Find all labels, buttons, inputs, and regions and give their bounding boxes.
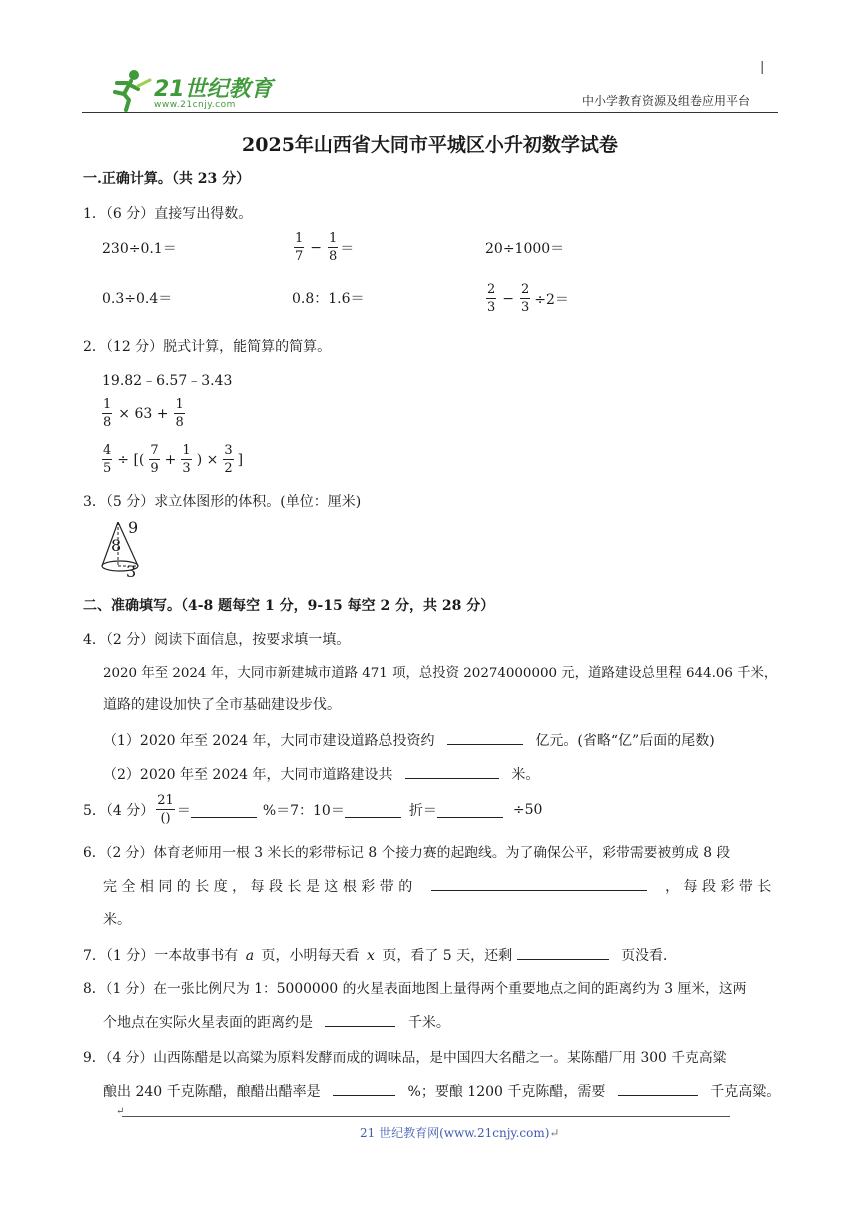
q7-text-b: 页，小明每天看	[261, 948, 360, 964]
platform-name: 中小学教育资源及组卷应用平台	[582, 94, 751, 108]
fraction-denominator: 8	[175, 415, 184, 430]
q5-equals: ＝	[176, 802, 191, 819]
q4-stem: 4．（2 分）阅读下面信息，按要求填一填。	[83, 632, 351, 648]
fraction-numerator: 1	[103, 397, 112, 412]
fraction-numerator: 1	[182, 443, 191, 458]
operator: +	[164, 451, 177, 468]
fraction-numerator: 2	[487, 282, 496, 297]
fraction-numerator: 1	[295, 231, 304, 246]
q6-line2	[103, 875, 771, 896]
fraction-denominator: 8	[329, 249, 338, 264]
q3-stem: 3．（5 分）求立体图形的体积。(单位：厘米)	[83, 494, 362, 510]
q5	[83, 794, 542, 825]
fraction-numerator: 2	[521, 282, 530, 297]
answer-blank[interactable]	[618, 1080, 698, 1096]
q7-text-a: 7．（1 分）一本故事书有	[83, 948, 239, 964]
q4-paragraph-line1: 2020 年至 2024 年，大同市新建城市道路 471 项，总投资 20274000000 元，道路建设总里程 644.06 千米，	[103, 666, 778, 681]
fraction-numerator: 7	[150, 443, 159, 458]
operator: ÷ [(	[117, 451, 145, 468]
fraction-numerator: 3	[224, 443, 233, 458]
q4-sub2	[103, 763, 539, 784]
q1-a3: 20÷1000＝	[485, 241, 565, 257]
fraction-denominator: 3	[182, 461, 191, 476]
fraction-denominator: 3	[487, 300, 496, 315]
fraction-denominator: 8	[103, 415, 112, 430]
fraction-numerator: 21	[157, 793, 174, 808]
header-rule	[82, 112, 778, 113]
operator: ) ×	[196, 451, 219, 468]
q4-sub1-suffix: 亿元。(省略“亿”后面的尾数)	[535, 733, 715, 749]
operator: −	[310, 239, 323, 256]
q7-variable-x: x	[366, 948, 375, 964]
q4-sub1	[103, 729, 715, 750]
q7-variable-a: a	[245, 948, 255, 964]
answer-blank[interactable]	[447, 729, 523, 745]
fraction-denominator: 2	[224, 461, 233, 476]
q6-line3: 米。	[103, 912, 131, 928]
q9-line2-suffix: 千克高粱。	[710, 1084, 781, 1100]
q5-text4: ÷50	[512, 801, 543, 818]
q9-line1: 9．（4 分）山西陈醋是以高粱为原料发酵而成的调味品，是中国四大名醋之一。某陈醋厂用 300 千克高粱	[83, 1050, 727, 1066]
q9-line2-text: 酿出 240 千克陈醋，酿醋出醋率是	[103, 1084, 321, 1100]
answer-blank[interactable]	[431, 875, 647, 891]
q4-paragraph-line2: 道路的建设加快了全市基础建设步伐。	[103, 697, 341, 713]
q1-stem: 1．（6 分）直接写出得数。	[83, 206, 253, 222]
answer-blank[interactable]	[191, 802, 257, 818]
q7-text-d: 页没看．	[621, 948, 678, 964]
q1-a2	[292, 232, 354, 263]
fraction-numerator: 1	[175, 397, 184, 412]
answer-blank[interactable]	[345, 802, 401, 818]
q5-text2: %＝7：10＝	[262, 802, 345, 819]
cone-height-label: 9	[128, 518, 139, 537]
answer-blank[interactable]	[325, 1011, 395, 1027]
answer-blank[interactable]	[517, 944, 609, 960]
fraction-denominator: ()	[160, 811, 171, 826]
section1-heading: 一.正确计算。（共 23 分）	[83, 171, 251, 187]
q1-b1: 0.3÷0.4＝	[102, 291, 173, 307]
logo-sub-text: www.21cnjy.com	[154, 100, 236, 110]
header-mark: |	[760, 60, 765, 75]
footer-site: 21 世纪教育网(www.21cnjy.com)	[360, 1126, 550, 1140]
cone-radius-label: 3	[126, 562, 137, 581]
q6-line1: 6．（2 分）体育老师用一根 3 米长的彩带标记 8 个接力赛的起跑线。为了确保公平，彩带需要被剪成 8 段	[83, 845, 731, 861]
operator: ]	[237, 451, 244, 468]
q6-line2-text: 完 全 相 同 的 长 度 ， 每 段 长 是 这 根 彩 带 的	[103, 879, 413, 895]
footer-rule-mark: ↵	[116, 1106, 125, 1117]
fraction-numerator: 4	[103, 443, 112, 458]
q1-b3	[484, 283, 569, 314]
logo-main-text: 21世纪教育	[154, 77, 273, 102]
q1-b2: 0.8：1.6＝	[292, 291, 365, 307]
fraction-denominator: 9	[150, 461, 159, 476]
logo	[104, 68, 274, 112]
q2-stem: 2．（12 分）脱式计算，能简算的简算。	[83, 339, 332, 355]
answer-blank[interactable]	[333, 1080, 395, 1096]
page-title: 2025年山西省大同市平城区小升初数学试卷	[242, 134, 618, 156]
fraction-denominator: 5	[103, 461, 112, 476]
q7-text-c: 页，看了 5 天，还剩	[382, 948, 513, 964]
q1-a1: 230÷0.1＝	[102, 241, 177, 257]
footer-link[interactable]	[360, 1124, 559, 1141]
q8-line1: 8．（1 分）在一张比例尺为 1：5000000 的火星表面地图上量得两个重要地点之间的距离约为 3 厘米，这两	[83, 981, 747, 997]
expression-middle: × 63 +	[118, 405, 169, 422]
runner-logo-icon	[104, 68, 152, 112]
fraction-denominator: 7	[295, 249, 304, 264]
operator: −	[502, 290, 515, 307]
q7	[83, 944, 677, 965]
q2-e3	[100, 444, 243, 475]
q5-prefix: 5．（4 分）	[83, 802, 155, 819]
q8-line2-text: 个地点在实际火星表面的距离约是	[103, 1015, 313, 1031]
q5-text3: 折＝	[408, 802, 437, 819]
q9-line2-mid: %；要酿 1200 千克陈醋，需要	[407, 1084, 606, 1100]
fraction-numerator: 1	[329, 231, 338, 246]
q6-line2-suffix: ， 每 段 彩 带 长	[665, 879, 772, 895]
q9-line2	[103, 1080, 780, 1101]
cone-icon	[98, 518, 148, 580]
q4-sub1-text: （1）2020 年至 2024 年，大同市建设道路总投资约	[103, 733, 435, 749]
q2-e2	[100, 398, 187, 429]
q2-e1: 19.82﹣6.57﹣3.43	[102, 373, 233, 389]
equals: ＝	[340, 240, 355, 257]
footer-rule	[122, 1116, 730, 1117]
tail: ÷2＝	[534, 291, 569, 308]
q8-line2	[103, 1011, 450, 1032]
q4-sub2-text: （2）2020 年至 2024 年，大同市道路建设共	[103, 767, 393, 783]
answer-blank[interactable]	[405, 763, 499, 779]
fraction-denominator: 3	[521, 300, 530, 315]
q4-sub2-suffix: 米。	[511, 767, 540, 783]
section2-heading: 二、准确填写。（4-8 题每空 1 分，9-15 每空 2 分，共 28 分）	[83, 598, 495, 614]
q8-line2-suffix: 千米。	[407, 1015, 450, 1031]
cone-figure	[98, 518, 148, 580]
footer-mark: ↵	[549, 1126, 560, 1140]
cone-slant-label: 8	[111, 536, 122, 555]
answer-blank[interactable]	[437, 802, 503, 818]
